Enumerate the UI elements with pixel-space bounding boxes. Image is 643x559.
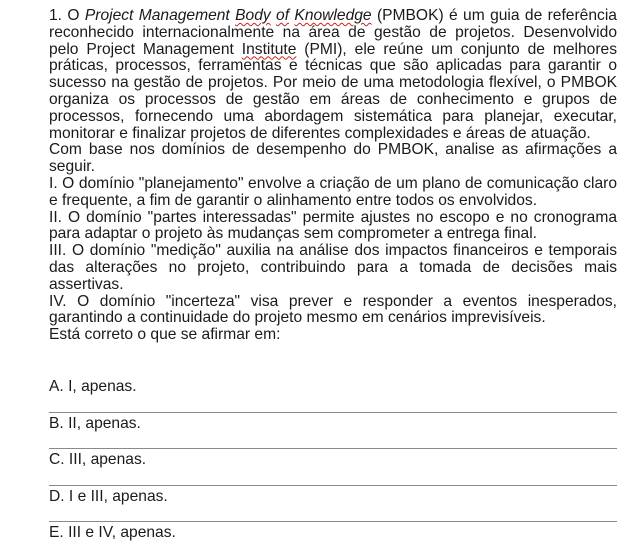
- question-ask: Está correto o que se afirmar em:: [49, 326, 281, 344]
- intro-title-knowledge: Knowledge: [294, 7, 372, 24]
- question-intro: [49, 8, 617, 142]
- statement-3: III. O domínio "medição" auxilia na análise dos impactos financeiros e temporais das alterações no projeto, contribuindo para a tomada de decisões mais assertivas.: [49, 242, 617, 293]
- intro-title-body: Body: [235, 7, 271, 24]
- statement-2: II. O domínio "partes interessadas" permite ajustes no escopo e no cronograma para adaptar o projeto às mudanças sem comprometer a entrega final.: [49, 208, 617, 243]
- option-a[interactable]: A. I, apenas.: [49, 376, 617, 413]
- statement-4: IV. O domínio "incerteza" visa prever e responder a eventos inesperados, garantindo a continuidade do projeto mesmo em cenários imprevisíveis.: [49, 292, 617, 327]
- option-d[interactable]: D. I e III, apenas.: [49, 486, 617, 523]
- option-c[interactable]: C. III, apenas.: [49, 449, 617, 486]
- intro-title-of: of: [276, 7, 290, 24]
- option-e[interactable]: E. III e IV, apenas.: [49, 524, 176, 542]
- answer-options: [49, 376, 617, 559]
- question-prompt: Com base nos domínios de desempenho do PMBOK, analise as afirmações a seguir.: [49, 141, 617, 176]
- intro-prefix: 1. O: [49, 7, 85, 24]
- intro-text-2: (PMI), ele reúne um conjunto de melhores práticas, processos, ferramentas e técnicas que são aplicadas para garantir o sucesso na gestão de projetos. Por meio de uma metodologia flexível, o PMBOK organiza os processos de gestão em áreas de conhecimento e grupos de processos, fornecendo uma abordagem sistemática para planejar, executar, monitorar e finalizar projetos de diferentes complexidades e áreas de atuação.: [49, 40, 618, 142]
- question-text: [49, 8, 617, 344]
- intro-text-1: (PMBOK) é um guia de referência reconhecido internacionalmente na área de gestão de projetos. Desenvolvido pelo Project Management: [49, 7, 617, 58]
- statement-1: I. O domínio "planejamento" envolve a criação de um plano de comunicação claro e frequente, a fim de garantir o alinhamento entre todos os envolvidos.: [49, 174, 617, 209]
- intro-pmbok-title: [85, 7, 372, 24]
- intro-title-pm: Project Management: [84, 7, 230, 24]
- intro-institute: Institute: [241, 40, 297, 58]
- option-b[interactable]: B. II, apenas.: [49, 413, 617, 450]
